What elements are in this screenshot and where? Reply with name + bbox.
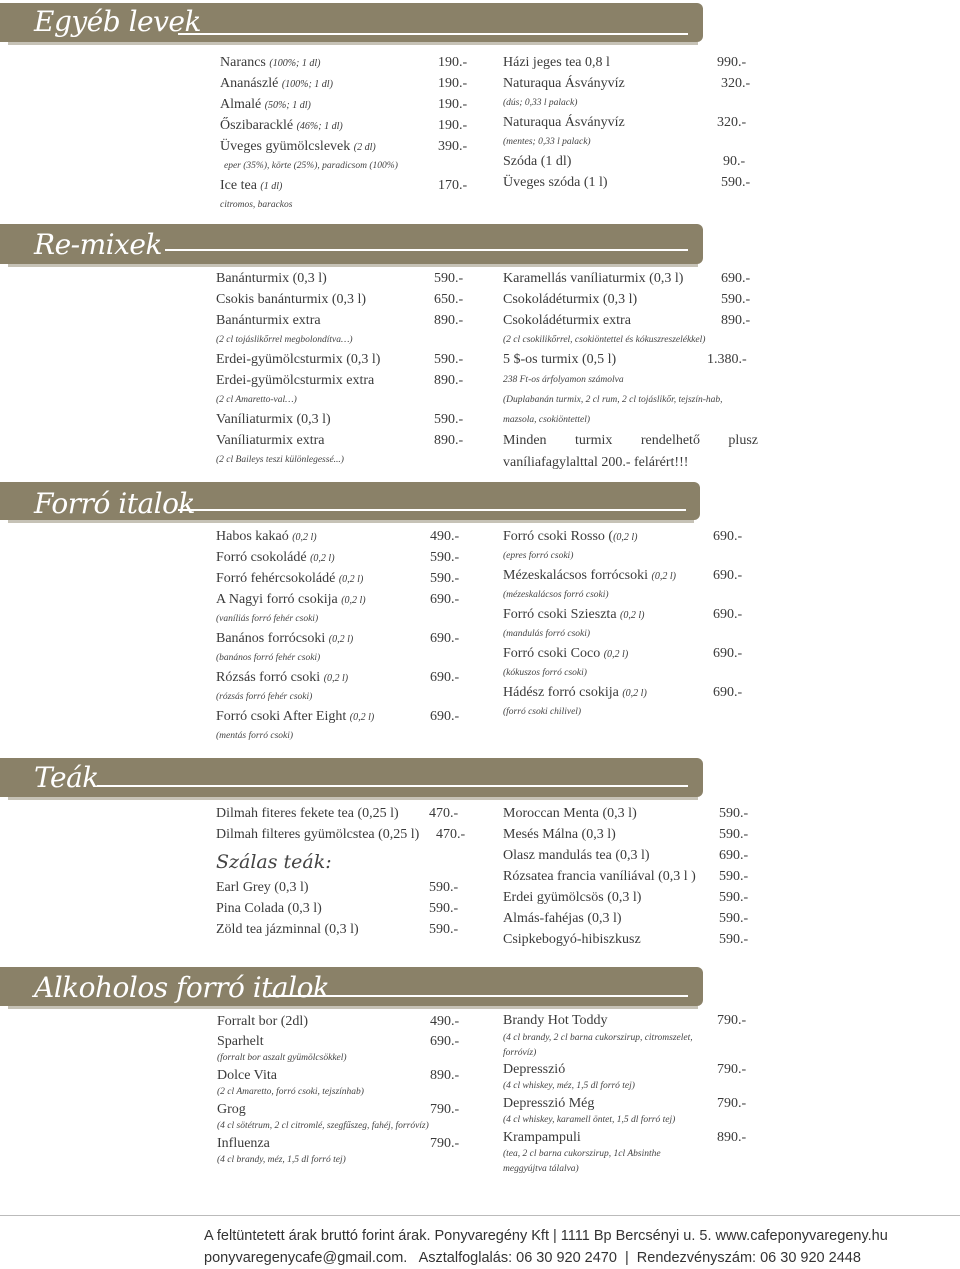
- menu-item: Rózsatea francia vaníliával (0,3 l ) 590.-: [503, 869, 749, 884]
- menu-item: Dilmah fiteres fekete tea (0,25 l) 470.-: [216, 806, 459, 821]
- menu-item: Üveges gyümölcslevek (2 dl) 390.-: [220, 139, 468, 154]
- banner-rule: [165, 249, 688, 251]
- menu-item: Forró csoki Sziesztа (0,2 l) 690.-: [503, 607, 743, 622]
- menu-item: Krampampuli 890.-: [503, 1130, 747, 1145]
- menu-item: Hádész forró csokija (0,2 l) 690.-: [503, 685, 743, 700]
- menu-item: Banános forrócsoki (0,2 l) 690.-: [216, 631, 460, 646]
- item-note: forróvíz): [503, 1048, 537, 1058]
- item-note: (rózsás forró fehér csoki): [216, 692, 313, 702]
- menu-item: Sparhelt 690.-: [217, 1034, 460, 1049]
- item-note: (Duplabanán turmix, 2 cl rum, 2 cl tojáslikőr, tejszín-hab,: [503, 395, 723, 405]
- menu-item: Mézeskalácsos forrócsoki (0,2 l) 690.-: [503, 568, 743, 583]
- item-note: (2 cl Baileys teszi különlegessé...): [216, 455, 344, 465]
- item-note: (kókuszos forró csoki): [503, 668, 587, 678]
- item-note: (4 cl whiskey, karamell öntet, 1,5 dl forró tej): [503, 1115, 676, 1125]
- item-note: (mentás forró csoki): [216, 731, 294, 741]
- item-note: (4 cl whiskey, méz, 1,5 dl forró tej): [503, 1081, 635, 1091]
- item-note: (2 cl tojáslikőrrel megbolondítva…): [216, 335, 353, 345]
- banner-shadow: [8, 1006, 698, 1009]
- section-title-remixek: Re-mixek: [34, 228, 162, 261]
- banner-rule: [178, 33, 688, 35]
- banner-shadow: [8, 520, 694, 523]
- menu-item: Erdei gyümölcsös (0,3 l) 590.-: [503, 890, 749, 905]
- menu-item: Karamellás vaníliaturmix (0,3 l) 690.-: [503, 271, 751, 286]
- item-note: (banános forró fehér csoki): [216, 653, 321, 663]
- menu-item: Banánturmix extra 890.-: [216, 313, 464, 328]
- menu-item: Forralt bor (2dl) 490.-: [217, 1014, 460, 1029]
- item-note: (4 cl sötétrum, 2 cl citromlé, szegfűszeg, fahéj, forróvíz): [217, 1121, 429, 1131]
- menu-item: Depresszió Még 790.-: [503, 1096, 747, 1111]
- menu-item: Ice tea (1 dl) 170.-: [220, 178, 468, 193]
- banner-shadow: [8, 264, 698, 267]
- menu-item: Naturaqua Ásványvíz 320.-: [503, 76, 751, 91]
- forro-left-list: [216, 526, 486, 745]
- item-note: (2 cl Amaretto-val…): [216, 395, 297, 405]
- item-note: (mézeskalácsos forró csoki): [503, 590, 609, 600]
- menu-item: Erdei-gyümölcsturmix (0,3 l) 590.-: [216, 352, 464, 367]
- alkoholos-left-list: [217, 1011, 487, 1168]
- menu-item: Almalé (50%; 1 dl) 190.-: [220, 97, 468, 112]
- menu-item: Forró csoki Rosso ((0,2 l) 690.-: [503, 529, 743, 544]
- menu-item: Influenza 790.-: [217, 1136, 460, 1151]
- item-note: (forralt bor aszalt gyümölcsökkel): [217, 1053, 347, 1063]
- menu-item: Forró fehércsokoládé (0,2 l) 590.-: [216, 571, 460, 586]
- menu-item: Almás-fahéjas (0,3 l) 590.-: [503, 911, 749, 926]
- item-note: (mentes; 0,33 l palack): [503, 137, 591, 147]
- menu-item: Őszibaracklé (46%; 1 dl) 190.-: [220, 118, 468, 133]
- menu-item: Zöld tea jázminnal (0,3 l) 590.-: [216, 922, 459, 937]
- menu-item: Moroccan Menta (0,3 l) 590.-: [503, 806, 749, 821]
- item-note: (4 cl brandy, 2 cl barna cukorszirup, citromszelet,: [503, 1033, 693, 1043]
- menu-item: Csipkebogyó-hibiszkusz 590.-: [503, 932, 749, 947]
- menu-item: A Nagyi forró csokija (0,2 l) 690.-: [216, 592, 460, 607]
- menu-item: Házi jeges tea 0,8 l 990.-: [503, 55, 747, 70]
- item-note: (epres forró csoki): [503, 551, 574, 561]
- section-title-egyeb-levek: Egyéb levek: [34, 5, 201, 38]
- menu-item: Habos kakaó (0,2 l) 490.-: [216, 529, 460, 544]
- egyeb-right-list: [503, 52, 763, 193]
- item-note: mazsola, csokiöntettel): [503, 415, 591, 425]
- banner-alkoholos: [0, 967, 703, 1006]
- menu-item: Forró csokoládé (0,2 l) 590.-: [216, 550, 460, 565]
- banner-teak: [0, 758, 703, 797]
- menu-item: Naturaqua Ásványvíz 320.-: [503, 115, 747, 130]
- menu-item: Banánturmix (0,3 l) 590.-: [216, 271, 464, 286]
- teak-left-list: [216, 803, 486, 940]
- menu-item: Narancs (100%; 1 dl) 190.-: [220, 55, 468, 70]
- menu-item: Mesés Málna (0,3 l) 590.-: [503, 827, 749, 842]
- menu-item: Dolce Vita 890.-: [217, 1068, 460, 1083]
- menu-item: Rózsás forró csoki (0,2 l) 690.-: [216, 670, 460, 685]
- menu-item: Depresszió 790.-: [503, 1062, 747, 1077]
- footer: [204, 1225, 888, 1269]
- item-note: (tea, 2 cl barna cukorszirup, 1cl Absinthe: [503, 1149, 661, 1159]
- alkoholos-right-list: [503, 1011, 763, 1177]
- item-note: (2 cl csokilikőrrel, csokiöntettel és kókuszreszelékkel): [503, 335, 706, 345]
- menu-item: Csokis banánturmix (0,3 l) 650.-: [216, 292, 464, 307]
- banner-forro-italok: [0, 482, 700, 520]
- item-note: (mandulás forró csoki): [503, 629, 591, 639]
- item-note: 238 Ft-os árfolyamon számolva: [503, 375, 624, 385]
- menu-item: Pina Colada (0,3 l) 590.-: [216, 901, 459, 916]
- section-title-forro-italok: Forró italok: [34, 487, 195, 520]
- banner-shadow: [8, 797, 698, 800]
- menu-item: Csokoládéturmix (0,3 l) 590.-: [503, 292, 751, 307]
- item-note: meggyújtva tálalva): [503, 1164, 579, 1174]
- menu-item: Erdei-gyümölcsturmix extra 890.-: [216, 373, 464, 388]
- item-note: (2 cl Amaretto, forró csoki, tejszínhab): [217, 1087, 364, 1097]
- banner-rule: [268, 995, 688, 997]
- menu-item: Vaníliaturmix (0,3 l) 590.-: [216, 412, 464, 427]
- menu-item: Üveges szóda (1 l) 590.-: [503, 175, 751, 190]
- section-title-teak: Teák: [34, 761, 99, 794]
- forro-right-list: [503, 526, 763, 721]
- footer-divider: [0, 1215, 960, 1216]
- item-note: (dús; 0,33 l palack): [503, 98, 578, 108]
- section-title-alkoholos: Alkoholos forró italok: [34, 971, 330, 1004]
- remixek-right-list: [503, 268, 763, 474]
- menu-item: Forró csoki After Eight (0,2 l) 690.-: [216, 709, 460, 724]
- banner-rule: [97, 785, 688, 787]
- menu-item: Grog 790.-: [217, 1102, 460, 1117]
- banner-shadow: [8, 42, 698, 45]
- banner-egyeb-levek: [0, 3, 703, 42]
- egyeb-left-list: [220, 52, 480, 214]
- menu-item: Szóda (1 dl) 90.-: [503, 154, 746, 169]
- menu-item: Csokoládéturmix extra 890.-: [503, 313, 751, 328]
- turmix-extra-info: Minden turmix rendelhető plusz vaníliafagylalttal 200.- felárért!!!: [503, 433, 758, 470]
- subsection-title-szalas-teak: Szálas teák:: [216, 851, 332, 873]
- item-note: (vaníliás forró fehér csoki): [216, 614, 319, 624]
- teak-right-list: [503, 803, 763, 950]
- footer-line-1: A feltüntetett árak bruttó forint árak. Ponyvaregény Kft | 1111 Bp Bercsényi u. 5. www.cafeponyvaregeny.hu: [204, 1228, 888, 1244]
- menu-item: Vaníliaturmix extra 890.-: [216, 433, 464, 448]
- banner-rule: [178, 509, 686, 511]
- menu-item: Forró csoki Coco (0,2 l) 690.-: [503, 646, 743, 661]
- item-note: eper (35%), körte (25%), paradicsom (100%): [224, 161, 398, 171]
- menu-item: Dilmah filteres gyümölcstea (0,25 l) 470.-: [216, 827, 466, 842]
- item-note: (forró csoki chilivel): [503, 707, 582, 717]
- item-note: citromos, barackos: [220, 200, 293, 210]
- footer-line-2: ponyvaregenycafe@gmail.com. Asztalfoglalás: 06 30 920 2470 | Rendezvényszám: 06 30 920 2448: [204, 1250, 861, 1266]
- menu-item: Ananászlé (100%; 1 dl) 190.-: [220, 76, 468, 91]
- remixek-left-list: [216, 268, 486, 469]
- menu-item: Brandy Hot Toddy 790.-: [503, 1013, 747, 1028]
- menu-item: Earl Grey (0,3 l) 590.-: [216, 880, 459, 895]
- item-note: (4 cl brandy, méz, 1,5 dl forró tej): [217, 1155, 346, 1165]
- banner-remixek: [0, 224, 703, 264]
- menu-item: 5 $-os turmix (0,5 l) 1.380.-: [503, 352, 747, 367]
- menu-item: Olasz mandulás tea (0,3 l) 690.-: [503, 848, 749, 863]
